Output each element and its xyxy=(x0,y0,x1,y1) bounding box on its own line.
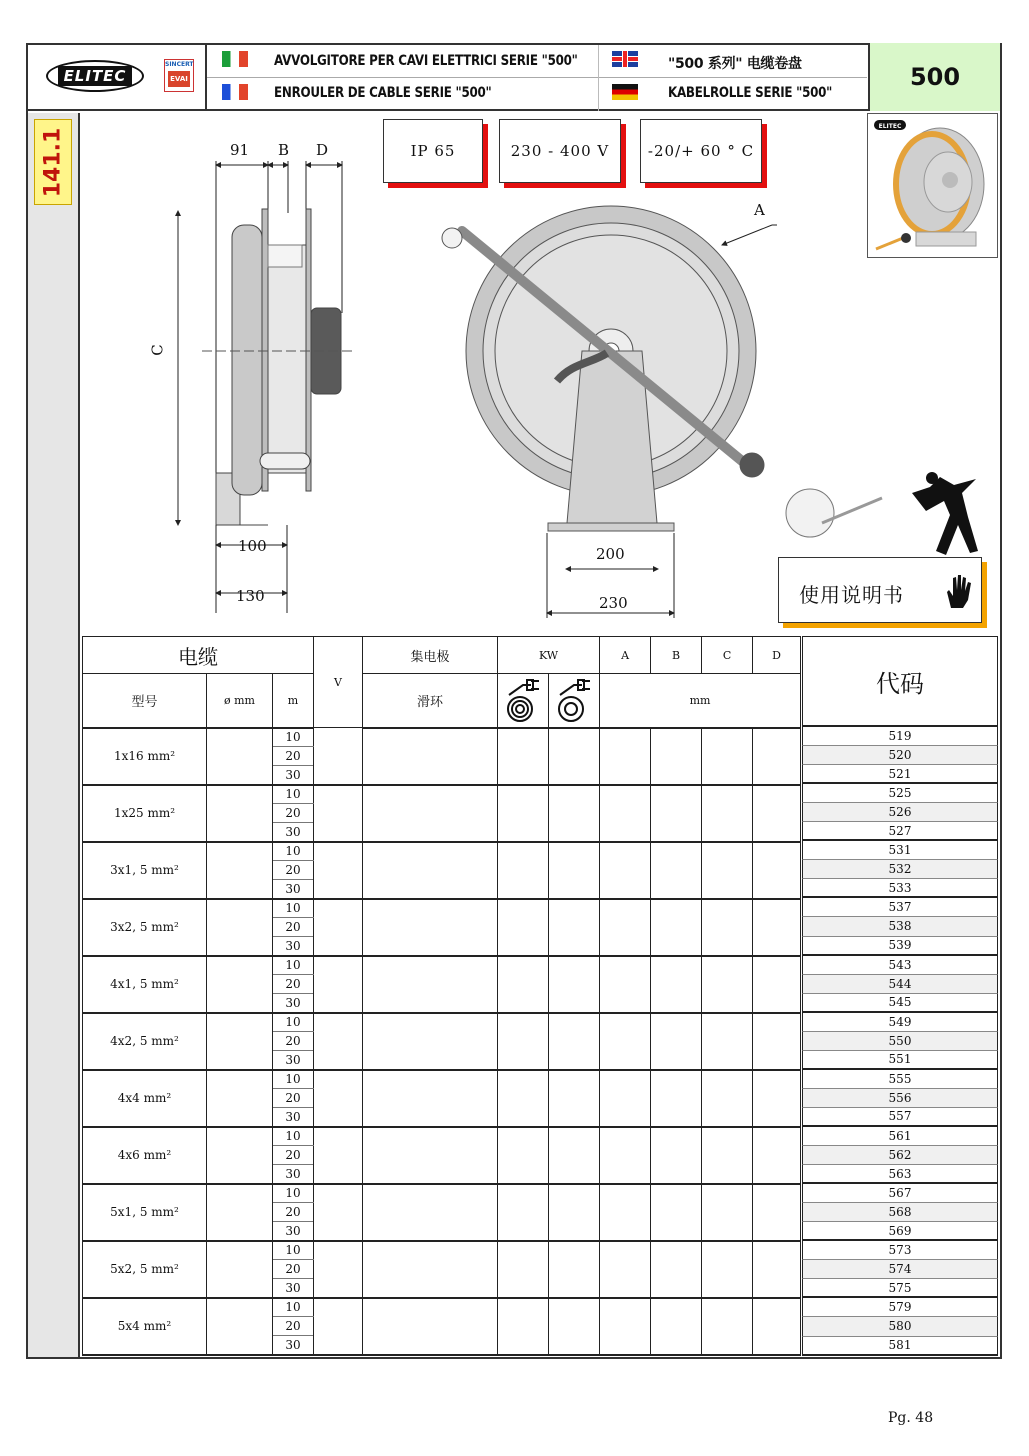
header-b: B xyxy=(651,637,702,674)
header xyxy=(28,45,1000,111)
length-cell: 20 xyxy=(273,1203,314,1222)
dim-c-label: C xyxy=(148,344,167,356)
table-row xyxy=(83,1013,801,1032)
header-vertical-divider xyxy=(598,45,599,111)
cable-model: 3x1, 5 mm² xyxy=(83,842,207,899)
kw-coiled-plug-icon xyxy=(498,674,549,728)
empty-cell xyxy=(549,1070,600,1127)
empty-cell xyxy=(600,1013,651,1070)
diameter-cell xyxy=(207,842,273,899)
dim-230-label: 230 xyxy=(599,594,628,612)
empty-cell xyxy=(549,1127,600,1184)
diameter-cell xyxy=(207,899,273,956)
elitec-logo: ELITEC xyxy=(46,60,144,92)
empty-cell xyxy=(600,956,651,1013)
length-cell: 10 xyxy=(273,1013,314,1032)
diameter-cell xyxy=(207,1241,273,1298)
table-row xyxy=(83,1184,801,1203)
series-badge: 500 xyxy=(868,43,1000,111)
code-cell: 580 xyxy=(802,1317,998,1336)
empty-cell xyxy=(600,1070,651,1127)
empty-cell xyxy=(600,899,651,956)
cable-model: 5x1, 5 mm² xyxy=(83,1184,207,1241)
side-strip xyxy=(28,113,80,1357)
empty-cell xyxy=(498,785,549,842)
empty-cell xyxy=(702,1241,753,1298)
empty-cell xyxy=(498,899,549,956)
empty-cell xyxy=(702,1127,753,1184)
empty-cell xyxy=(549,1184,600,1241)
diameter-cell xyxy=(207,1184,273,1241)
code-cell: 562 xyxy=(802,1146,998,1165)
empty-cell xyxy=(498,728,549,785)
spec-temperature: -20/+ 60 ° C xyxy=(640,119,762,183)
kw-uncoiled-plug-icon xyxy=(549,674,600,728)
empty-cell xyxy=(363,785,498,842)
empty-cell xyxy=(600,842,651,899)
table-row xyxy=(83,1127,801,1146)
length-cell: 10 xyxy=(273,1241,314,1260)
france-flag-icon xyxy=(222,84,248,100)
italy-flag-icon xyxy=(222,51,248,67)
empty-cell xyxy=(753,1013,801,1070)
table-row xyxy=(83,1241,801,1260)
length-cell: 10 xyxy=(273,785,314,804)
spec-voltage: 230 - 400 V xyxy=(499,119,621,183)
title-german: KABELROLLE SERIE "500" xyxy=(668,85,833,101)
empty-cell xyxy=(753,1127,801,1184)
length-cell: 20 xyxy=(273,1146,314,1165)
header-kw: KW xyxy=(498,637,600,674)
diameter-cell xyxy=(207,1013,273,1070)
empty-cell xyxy=(314,842,363,899)
table-row xyxy=(83,899,801,918)
empty-cell xyxy=(651,1127,702,1184)
empty-cell xyxy=(651,842,702,899)
length-cell: 20 xyxy=(273,975,314,994)
length-cell: 10 xyxy=(273,728,314,747)
empty-cell xyxy=(651,899,702,956)
empty-cell xyxy=(314,1070,363,1127)
code-cell: 581 xyxy=(802,1337,998,1356)
empty-cell xyxy=(600,1298,651,1355)
header-code: 代码 xyxy=(802,636,998,727)
cable-model: 4x6 mm² xyxy=(83,1127,207,1184)
length-cell: 20 xyxy=(273,1317,314,1336)
code-cell: 561 xyxy=(802,1127,998,1146)
length-cell: 10 xyxy=(273,1184,314,1203)
dim-200-label: 200 xyxy=(596,545,625,563)
spec-table xyxy=(82,636,801,1356)
header-collector: 集电极 xyxy=(363,637,498,674)
empty-cell xyxy=(314,1241,363,1298)
code-cell: 549 xyxy=(802,1013,998,1032)
empty-cell xyxy=(549,956,600,1013)
empty-cell xyxy=(363,1127,498,1184)
empty-cell xyxy=(363,1070,498,1127)
code-cell: 526 xyxy=(802,803,998,822)
title-chinese: "500 系列" 电缆卷盘 xyxy=(668,56,802,72)
table-row xyxy=(83,1298,801,1317)
empty-cell xyxy=(498,1013,549,1070)
code-cell: 544 xyxy=(802,975,998,994)
code-cell: 532 xyxy=(802,860,998,879)
empty-cell xyxy=(753,728,801,785)
empty-cell xyxy=(498,842,549,899)
header-cable: 电缆 xyxy=(83,637,314,674)
empty-cell xyxy=(702,1013,753,1070)
diameter-cell xyxy=(207,1298,273,1355)
empty-cell xyxy=(702,956,753,1013)
empty-cell xyxy=(549,1013,600,1070)
empty-cell xyxy=(363,842,498,899)
cable-model: 1x25 mm² xyxy=(83,785,207,842)
length-cell: 10 xyxy=(273,899,314,918)
empty-cell xyxy=(651,956,702,1013)
empty-cell xyxy=(498,1241,549,1298)
table-row xyxy=(83,728,801,747)
code-cell: 538 xyxy=(802,917,998,936)
empty-cell xyxy=(702,785,753,842)
empty-cell xyxy=(549,899,600,956)
hand-icon xyxy=(943,572,973,610)
length-cell: 10 xyxy=(273,1298,314,1317)
dim-100-label: 100 xyxy=(238,537,267,555)
table-row xyxy=(83,956,801,975)
code-cell: 579 xyxy=(802,1298,998,1317)
empty-cell xyxy=(753,899,801,956)
empty-cell xyxy=(363,1184,498,1241)
empty-cell xyxy=(600,1184,651,1241)
empty-cell xyxy=(753,956,801,1013)
cable-model: 1x16 mm² xyxy=(83,728,207,785)
code-cell: 573 xyxy=(802,1241,998,1260)
empty-cell xyxy=(363,1013,498,1070)
running-figure-illustration xyxy=(786,472,978,555)
length-cell: 20 xyxy=(273,918,314,937)
empty-cell xyxy=(600,1127,651,1184)
empty-cell xyxy=(753,1241,801,1298)
empty-cell xyxy=(702,1298,753,1355)
length-cell: 10 xyxy=(273,842,314,861)
length-cell: 20 xyxy=(273,804,314,823)
uk-flag-icon xyxy=(612,51,638,67)
dim-b-label: B xyxy=(278,141,290,159)
empty-cell xyxy=(702,842,753,899)
code-cell: 575 xyxy=(802,1279,998,1298)
code-cell: 557 xyxy=(802,1108,998,1127)
code-cell: 551 xyxy=(802,1051,998,1070)
empty-cell xyxy=(549,842,600,899)
title-french: ENROULER DE CABLE SERIE "500" xyxy=(274,85,492,101)
sincert-logo: SINCERT EVAI xyxy=(164,59,194,92)
empty-cell xyxy=(753,1298,801,1355)
empty-cell xyxy=(651,785,702,842)
empty-cell xyxy=(600,728,651,785)
technical-drawing xyxy=(82,113,998,635)
code-cell: 550 xyxy=(802,1032,998,1051)
empty-cell xyxy=(651,1241,702,1298)
empty-cell xyxy=(498,956,549,1013)
empty-cell xyxy=(651,728,702,785)
length-cell: 30 xyxy=(273,880,314,899)
cable-model: 5x2, 5 mm² xyxy=(83,1241,207,1298)
empty-cell xyxy=(549,785,600,842)
empty-cell xyxy=(651,1013,702,1070)
length-cell: 30 xyxy=(273,1222,314,1241)
empty-cell xyxy=(651,1298,702,1355)
empty-cell xyxy=(314,785,363,842)
spec-ip-rating: IP 65 xyxy=(383,119,483,183)
length-cell: 20 xyxy=(273,861,314,880)
cable-model: 3x2, 5 mm² xyxy=(83,899,207,956)
code-cell: 527 xyxy=(802,822,998,841)
empty-cell xyxy=(549,1241,600,1298)
empty-cell xyxy=(363,956,498,1013)
cable-model: 4x1, 5 mm² xyxy=(83,956,207,1013)
length-cell: 20 xyxy=(273,747,314,766)
empty-cell xyxy=(363,1298,498,1355)
logo-cell xyxy=(28,45,207,111)
user-manual-box: 使用说明书 xyxy=(778,557,982,623)
empty-cell xyxy=(753,1070,801,1127)
empty-cell xyxy=(600,1241,651,1298)
empty-cell xyxy=(702,728,753,785)
length-cell: 10 xyxy=(273,1070,314,1089)
length-cell: 30 xyxy=(273,766,314,785)
diameter-cell xyxy=(207,785,273,842)
length-cell: 10 xyxy=(273,1127,314,1146)
header-divider xyxy=(207,77,867,78)
header-a: A xyxy=(600,637,651,674)
length-cell: 10 xyxy=(273,956,314,975)
length-cell: 20 xyxy=(273,1032,314,1051)
empty-cell xyxy=(702,1184,753,1241)
empty-cell xyxy=(314,1127,363,1184)
length-cell: 30 xyxy=(273,1336,314,1355)
header-slip-ring: 滑环 xyxy=(363,674,498,728)
dim-130-label: 130 xyxy=(236,587,265,605)
code-cell: 525 xyxy=(802,784,998,803)
empty-cell xyxy=(363,899,498,956)
code-cell: 568 xyxy=(802,1203,998,1222)
code-cell: 555 xyxy=(802,1070,998,1089)
product-photo-svg xyxy=(868,114,997,257)
empty-cell xyxy=(314,899,363,956)
length-cell: 30 xyxy=(273,1108,314,1127)
empty-cell xyxy=(549,728,600,785)
code-cell: 574 xyxy=(802,1260,998,1279)
code-cell: 520 xyxy=(802,746,998,765)
length-cell: 30 xyxy=(273,1051,314,1070)
code-cell: 531 xyxy=(802,841,998,860)
code-cell: 569 xyxy=(802,1222,998,1241)
spec-table-body xyxy=(83,728,801,1355)
code-column xyxy=(802,636,998,1356)
code-cell: 543 xyxy=(802,956,998,975)
code-cell: 556 xyxy=(802,1089,998,1108)
thumb-logo: ELITEC xyxy=(878,123,902,130)
diameter-cell xyxy=(207,956,273,1013)
table-row xyxy=(83,842,801,861)
dim-91-label: 91 xyxy=(230,141,250,159)
code-cell: 537 xyxy=(802,898,998,917)
cable-model: 4x2, 5 mm² xyxy=(83,1013,207,1070)
header-model: 型号 xyxy=(83,674,207,728)
table-row xyxy=(83,1070,801,1089)
page-code-badge: 141.1 xyxy=(34,119,72,205)
diameter-cell xyxy=(207,1070,273,1127)
code-cell: 545 xyxy=(802,994,998,1013)
length-cell: 20 xyxy=(273,1089,314,1108)
empty-cell xyxy=(363,728,498,785)
empty-cell xyxy=(600,785,651,842)
empty-cell xyxy=(498,1298,549,1355)
table-row xyxy=(83,785,801,804)
dim-a-label: A xyxy=(754,201,765,219)
product-photo xyxy=(867,113,998,258)
length-cell: 30 xyxy=(273,823,314,842)
empty-cell xyxy=(753,1184,801,1241)
length-cell: 30 xyxy=(273,1279,314,1298)
empty-cell xyxy=(753,842,801,899)
code-cell: 521 xyxy=(802,765,998,784)
code-cell: 539 xyxy=(802,937,998,956)
header-diameter: ø mm xyxy=(207,674,273,728)
title-italian: AVVOLGITORE PER CAVI ELETTRICI SERIE "500" xyxy=(274,53,578,69)
dim-d-label: D xyxy=(316,141,329,159)
code-cell: 563 xyxy=(802,1165,998,1184)
diameter-cell xyxy=(207,1127,273,1184)
cable-model: 4x4 mm² xyxy=(83,1070,207,1127)
empty-cell xyxy=(702,899,753,956)
empty-cell xyxy=(651,1184,702,1241)
empty-cell xyxy=(498,1070,549,1127)
germany-flag-icon xyxy=(612,84,638,100)
empty-cell xyxy=(314,1184,363,1241)
empty-cell xyxy=(702,1070,753,1127)
empty-cell xyxy=(314,956,363,1013)
length-cell: 30 xyxy=(273,937,314,956)
empty-cell xyxy=(753,785,801,842)
empty-cell xyxy=(314,728,363,785)
header-voltage: V xyxy=(314,637,363,728)
diameter-cell xyxy=(207,728,273,785)
empty-cell xyxy=(314,1013,363,1070)
empty-cell xyxy=(549,1298,600,1355)
code-cell: 519 xyxy=(802,727,998,746)
code-cell: 533 xyxy=(802,879,998,898)
length-cell: 20 xyxy=(273,1260,314,1279)
length-cell: 30 xyxy=(273,1165,314,1184)
code-cell: 567 xyxy=(802,1184,998,1203)
empty-cell xyxy=(363,1241,498,1298)
header-c: C xyxy=(702,637,753,674)
cable-model: 5x4 mm² xyxy=(83,1298,207,1355)
empty-cell xyxy=(498,1127,549,1184)
header-length: m xyxy=(273,674,314,728)
empty-cell xyxy=(498,1184,549,1241)
page-number: Pg. 48 xyxy=(888,1410,934,1426)
empty-cell xyxy=(651,1070,702,1127)
header-d: D xyxy=(753,637,801,674)
empty-cell xyxy=(314,1298,363,1355)
length-cell: 30 xyxy=(273,994,314,1013)
header-mm: mm xyxy=(600,674,801,728)
